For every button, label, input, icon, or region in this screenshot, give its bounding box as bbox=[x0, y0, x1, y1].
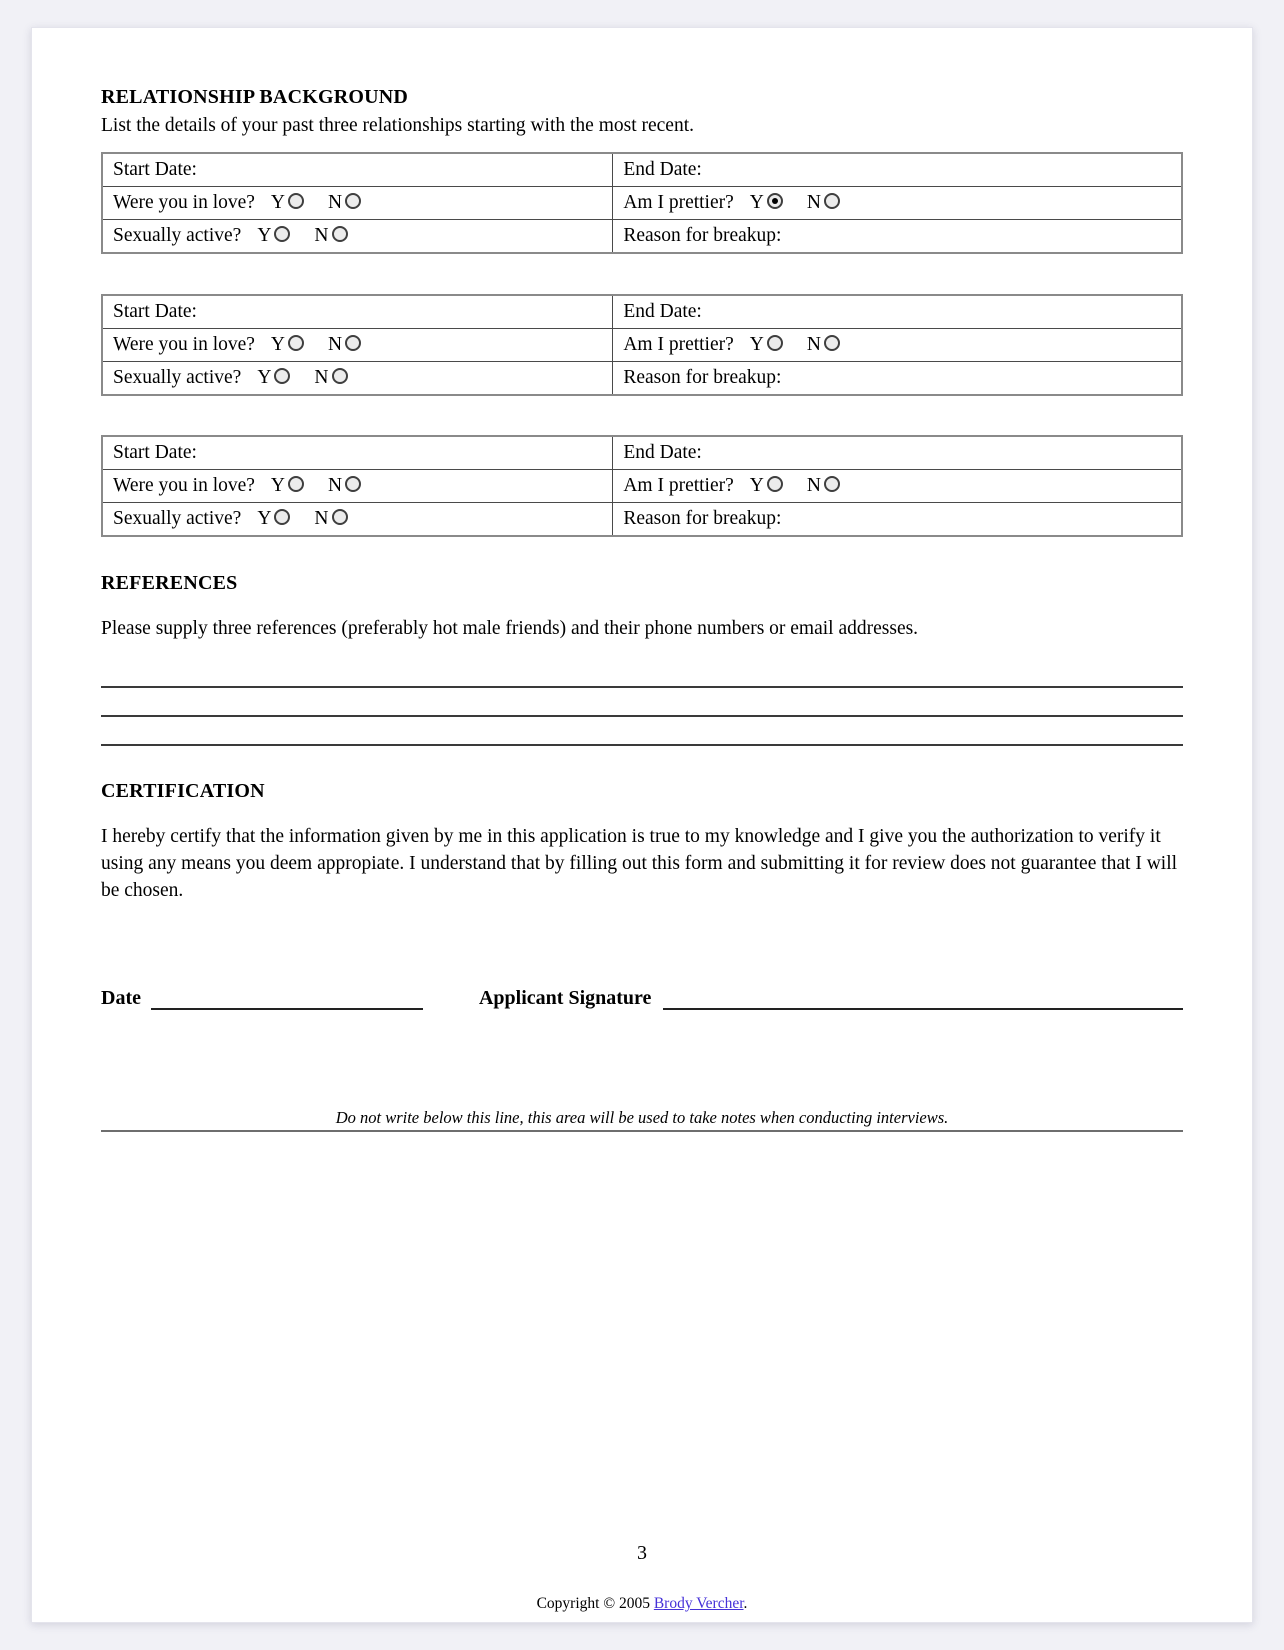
breakup-reason-label: Reason for breakup: bbox=[623, 225, 782, 246]
yes-label: Y bbox=[270, 475, 286, 496]
table-row bbox=[102, 220, 1182, 254]
start-date-cell bbox=[102, 153, 613, 187]
relationship-table-3 bbox=[101, 435, 1183, 537]
date-write-line bbox=[151, 984, 423, 1010]
active-question-label: Sexually active? bbox=[113, 225, 242, 246]
no-label: N bbox=[328, 334, 343, 355]
yes-label: Y bbox=[270, 192, 286, 213]
love-question-cell bbox=[102, 329, 613, 362]
active-yes-radio[interactable] bbox=[274, 226, 290, 242]
prettier-no-radio[interactable] bbox=[824, 335, 840, 351]
love-question-label: Were you in love? bbox=[113, 475, 255, 496]
active-question-label: Sexually active? bbox=[113, 508, 242, 529]
breakup-reason-label: Reason for breakup: bbox=[623, 367, 782, 388]
yes-label: Y bbox=[270, 334, 286, 355]
references-instructions: Please supply three references (preferably hot male friends) and their phone numbers or email addresses. bbox=[101, 618, 919, 639]
relationship-table-1 bbox=[101, 152, 1183, 254]
love-question-cell bbox=[102, 187, 613, 220]
love-question-label: Were you in love? bbox=[113, 334, 255, 355]
no-label: N bbox=[314, 508, 329, 529]
certification-body: I hereby certify that the information given by me in this application is true to my knowledge and I give you the authorization to verify it using any means you deem appropiate. I understand that by filling out this form and submitting it for review does not guarantee that I will be chosen. bbox=[101, 826, 1178, 901]
notes-instruction: Do not write below this line, this area will be used to take notes when conducting interviews. bbox=[335, 1108, 949, 1127]
end-date-label: End Date: bbox=[623, 159, 702, 180]
start-date-cell bbox=[102, 295, 613, 329]
yes-label: Y bbox=[257, 367, 272, 388]
start-date-cell bbox=[102, 436, 613, 470]
reference-line-2 bbox=[101, 715, 1183, 717]
start-date-label: Start Date: bbox=[113, 159, 197, 180]
love-yes-radio[interactable] bbox=[288, 476, 304, 492]
active-no-radio[interactable] bbox=[332, 509, 348, 525]
start-date-label: Start Date: bbox=[113, 301, 197, 322]
end-date-cell bbox=[613, 295, 1182, 329]
no-label: N bbox=[314, 225, 329, 246]
love-yes-radio[interactable] bbox=[288, 335, 304, 351]
end-date-cell bbox=[613, 153, 1182, 187]
date-label: Date bbox=[101, 987, 141, 1009]
notes-divider bbox=[101, 1108, 1183, 1132]
table-row bbox=[102, 436, 1182, 470]
table-row bbox=[102, 470, 1182, 503]
copyright-line bbox=[101, 1595, 1183, 1613]
table-row bbox=[102, 503, 1182, 537]
references-title: REFERENCES bbox=[101, 572, 238, 594]
relationship-background-subtitle: List the details of your past three relationships starting with the most recent. bbox=[101, 115, 694, 136]
breakup-reason-label: Reason for breakup: bbox=[623, 508, 782, 529]
copyright-prefix: Copyright © 2005 bbox=[536, 1595, 654, 1612]
no-label: N bbox=[806, 334, 821, 355]
no-label: N bbox=[806, 475, 821, 496]
reference-line-3 bbox=[101, 744, 1183, 746]
signature-row bbox=[101, 984, 1183, 1010]
love-yes-radio[interactable] bbox=[288, 193, 304, 209]
yes-label: Y bbox=[257, 225, 272, 246]
prettier-no-radio[interactable] bbox=[824, 476, 840, 492]
prettier-question-cell bbox=[613, 187, 1182, 220]
yes-label: Y bbox=[749, 475, 764, 496]
end-date-cell bbox=[613, 436, 1182, 470]
end-date-label: End Date: bbox=[623, 442, 702, 463]
no-label: N bbox=[328, 475, 343, 496]
table-row bbox=[102, 362, 1182, 396]
love-question-label: Were you in love? bbox=[113, 192, 255, 213]
reference-lines bbox=[101, 686, 1183, 746]
end-date-label: End Date: bbox=[623, 301, 702, 322]
prettier-question-cell bbox=[613, 329, 1182, 362]
active-question-cell bbox=[102, 362, 613, 396]
yes-label: Y bbox=[749, 192, 764, 213]
love-no-radio[interactable] bbox=[345, 476, 361, 492]
table-row bbox=[102, 153, 1182, 187]
page-number: 3 bbox=[637, 1542, 647, 1564]
love-question-cell bbox=[102, 470, 613, 503]
copyright-suffix: . bbox=[743, 1595, 748, 1612]
prettier-question-label: Am I prettier? bbox=[623, 334, 734, 355]
relationship-table-2 bbox=[101, 294, 1183, 396]
active-question-cell bbox=[102, 503, 613, 537]
application-form-page bbox=[31, 27, 1253, 1623]
yes-label: Y bbox=[749, 334, 764, 355]
table-row bbox=[102, 295, 1182, 329]
prettier-no-radio[interactable] bbox=[824, 193, 840, 209]
active-yes-radio[interactable] bbox=[274, 368, 290, 384]
reference-line-1 bbox=[101, 686, 1183, 688]
love-no-radio[interactable] bbox=[345, 193, 361, 209]
relationship-background-title: RELATIONSHIP BACKGROUND bbox=[101, 86, 409, 108]
active-no-radio[interactable] bbox=[332, 226, 348, 242]
active-question-label: Sexually active? bbox=[113, 367, 242, 388]
no-label: N bbox=[314, 367, 329, 388]
breakup-reason-cell bbox=[613, 220, 1182, 254]
yes-label: Y bbox=[257, 508, 272, 529]
active-yes-radio[interactable] bbox=[274, 509, 290, 525]
breakup-reason-cell bbox=[613, 362, 1182, 396]
no-label: N bbox=[328, 192, 343, 213]
applicant-signature-label: Applicant Signature bbox=[478, 987, 652, 1009]
prettier-question-label: Am I prettier? bbox=[623, 475, 734, 496]
certification-title: CERTIFICATION bbox=[101, 780, 265, 802]
active-question-cell bbox=[102, 220, 613, 254]
table-row bbox=[102, 187, 1182, 220]
table-row bbox=[102, 329, 1182, 362]
prettier-yes-radio[interactable] bbox=[767, 335, 783, 351]
love-no-radio[interactable] bbox=[345, 335, 361, 351]
prettier-yes-radio[interactable] bbox=[767, 476, 783, 492]
breakup-reason-cell bbox=[613, 503, 1182, 537]
copyright-author-link[interactable]: Brody Vercher bbox=[653, 1595, 744, 1612]
prettier-question-cell bbox=[613, 470, 1182, 503]
prettier-question-label: Am I prettier? bbox=[623, 192, 734, 213]
start-date-label: Start Date: bbox=[113, 442, 197, 463]
signature-write-line bbox=[663, 984, 1183, 1010]
prettier-yes-radio[interactable] bbox=[767, 193, 783, 209]
active-no-radio[interactable] bbox=[332, 368, 348, 384]
no-label: N bbox=[806, 192, 821, 213]
